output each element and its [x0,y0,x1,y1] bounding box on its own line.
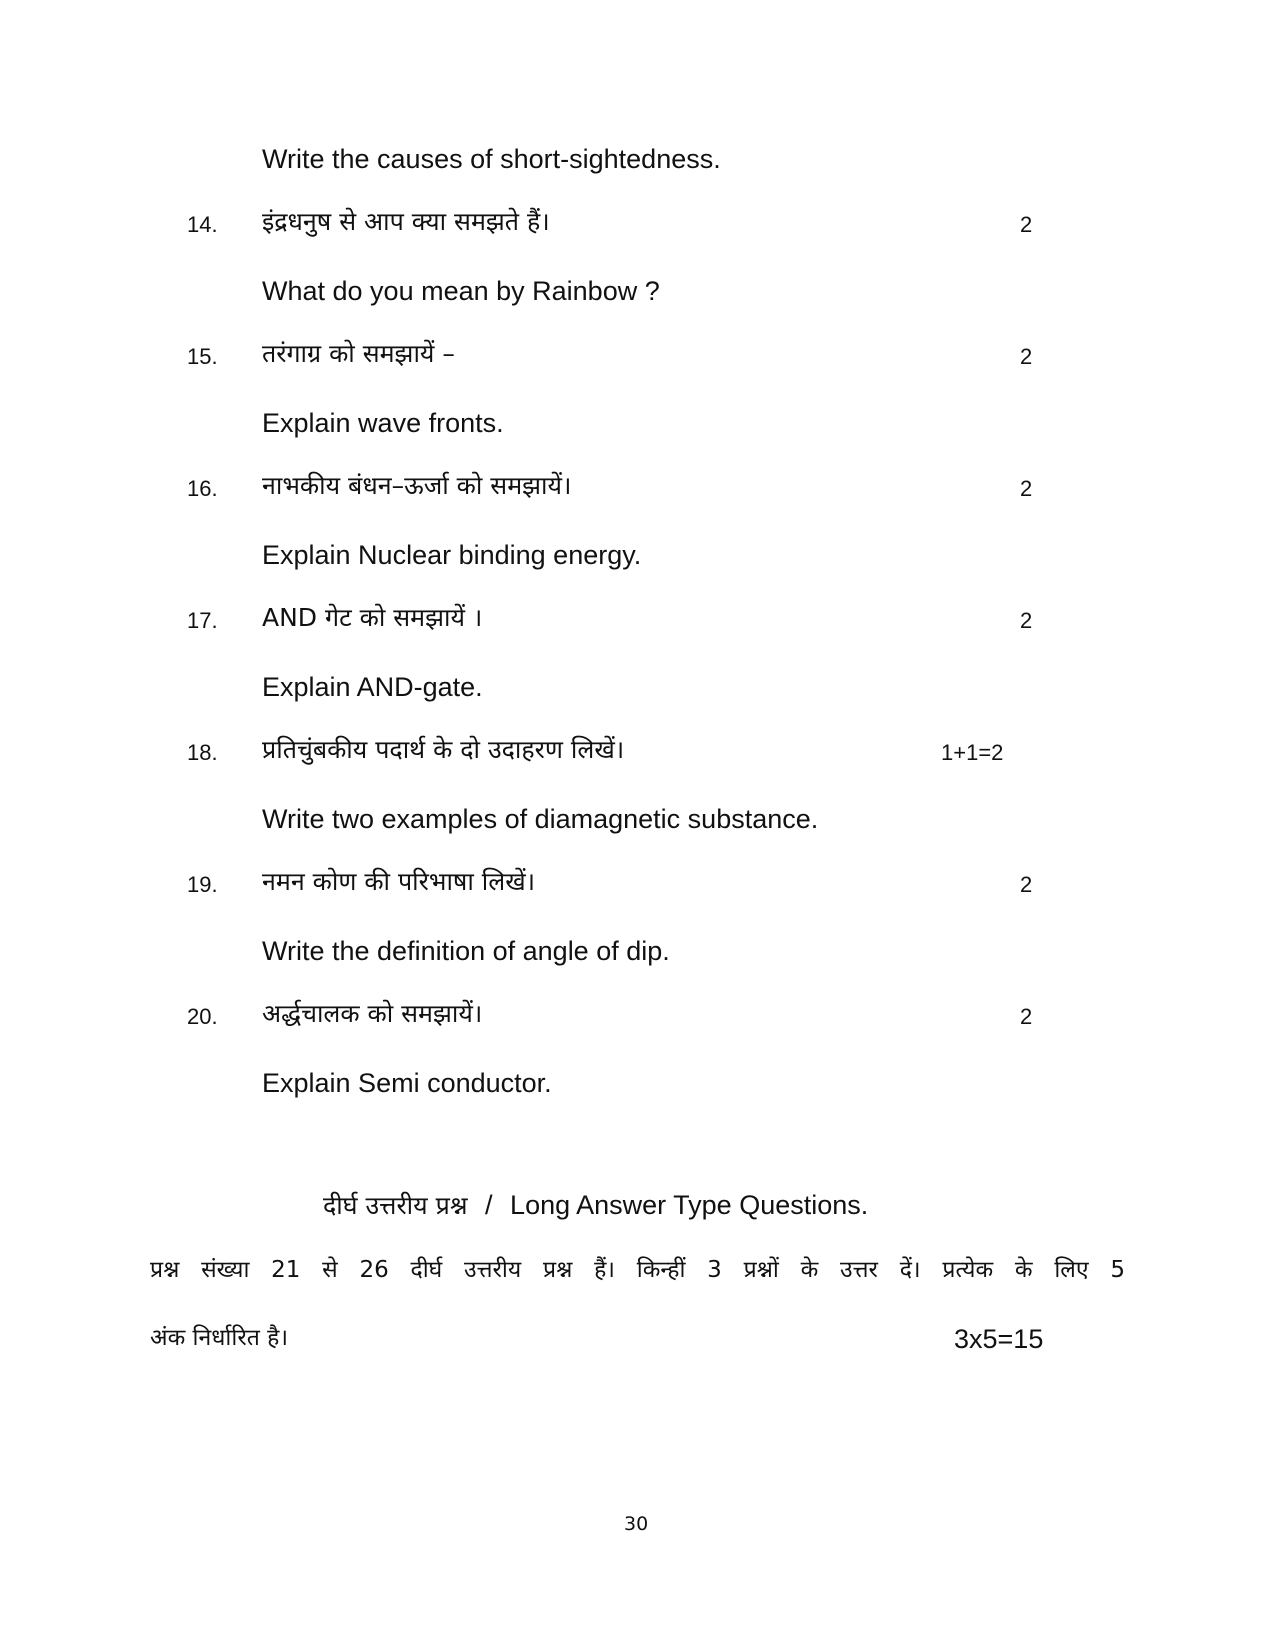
question-english-18: Write two examples of diamagnetic substance. [262,804,819,834]
question-hindi-20: अर्द्धचालक को समझायें। [262,999,483,1028]
question-marks-15: 2 [1020,344,1033,369]
question-marks-19: 2 [1020,872,1033,897]
question-number-20: 20. [187,1004,218,1029]
section-title-hindi: दीर्घ उत्तरीय प्रश्न [323,1191,468,1220]
page-number: 30 [624,1513,649,1535]
question-marks-16: 2 [1020,476,1033,501]
question-english-17: Explain AND-gate. [262,672,483,702]
question-english-19: Write the definition of angle of dip. [262,936,670,966]
question-hindi-16: नाभकीय बंधन–ऊर्जा को समझायें। [262,471,572,500]
question-hindi-19: नमन कोण की परिभाषा लिखें। [262,867,536,896]
section-instruction-line2: अंक निर्धारित है। [150,1325,289,1351]
question-english-16: Explain Nuclear binding energy. [262,540,642,570]
question-english-14: What do you mean by Rainbow ? [262,276,660,306]
question-number-14: 14. [187,212,218,237]
section-total-marks: 3x5=15 [954,1324,1044,1354]
question-marks-14: 2 [1020,212,1033,237]
question-number-15: 15. [187,344,218,369]
question-hindi-17: AND गेट को समझायें । [262,603,483,632]
question-hindi-15: तरंगाग्र को समझायें – [262,339,455,368]
question-marks-18: 1+1=2 [941,740,1004,765]
question-hindi-18: प्रतिचुंबकीय पदार्थ के दो उदाहरण लिखें। [262,735,625,764]
question-number-18: 18. [187,740,218,765]
section-title-english: Long Answer Type Questions. [510,1190,869,1220]
section-title-separator: / [485,1190,493,1220]
question-english-20: Explain Semi conductor. [262,1068,552,1098]
question-number-19: 19. [187,872,218,897]
question-marks-17: 2 [1020,608,1033,633]
question-number-16: 16. [187,476,218,501]
question-english-15: Explain wave fronts. [262,408,504,438]
question-hindi-14: इंद्रधनुष से आप क्या समझते हैं। [262,207,550,236]
question-number-17: 17. [187,608,218,633]
prev-question-english: Write the causes of short-sightedness. [262,144,721,174]
section-instruction-line1: प्रश्न संख्या 21 से 26 दीर्घ उत्तरीय प्रश्न हैं। किन्हीं 3 प्रश्नों के उत्तर दें। प्रत्येक के लिए 5 [150,1257,1125,1283]
section-heading [323,1192,868,1219]
question-marks-20: 2 [1020,1004,1033,1029]
